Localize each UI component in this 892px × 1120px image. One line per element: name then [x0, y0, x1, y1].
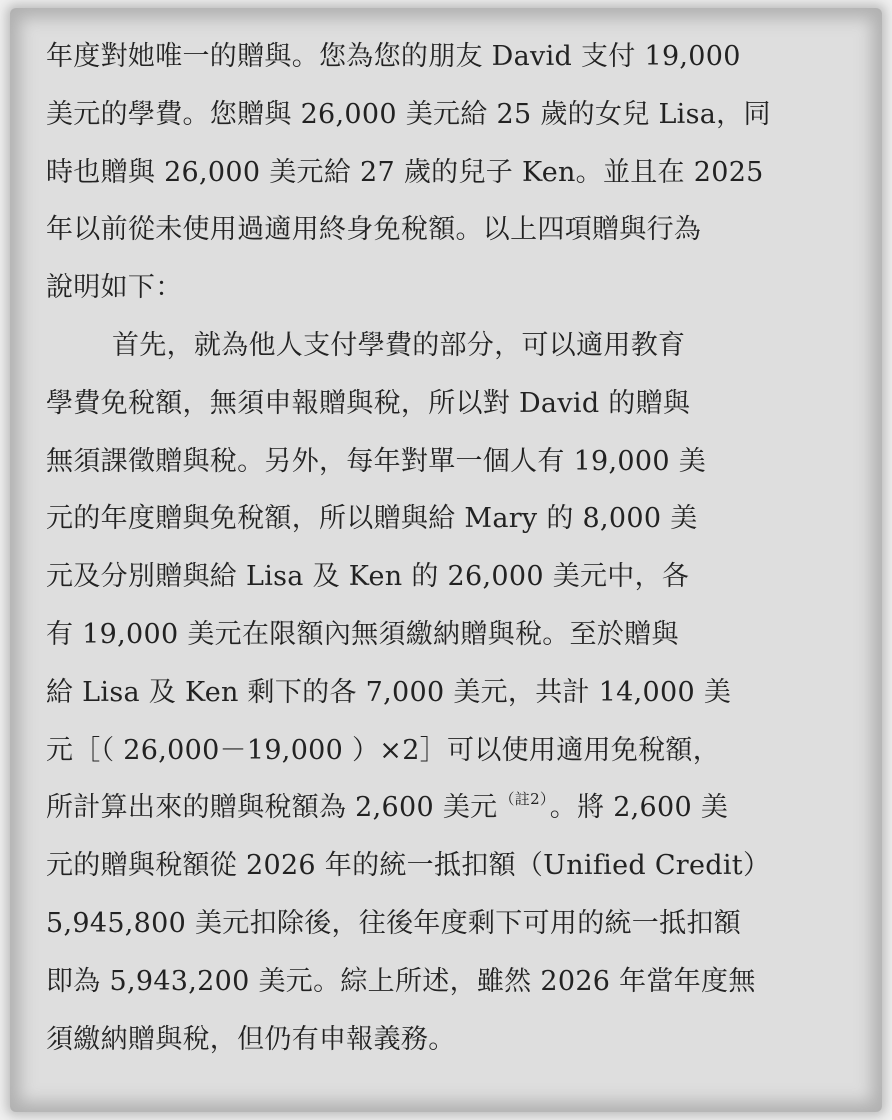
text-line: 無須課徵贈與稅。另外，每年對單一個人有 19,000 美	[46, 445, 707, 477]
text-line: 5,945,800 美元扣除後，往後年度剩下可用的統一抵扣額	[46, 907, 741, 939]
text-line: 有 19,000 美元在限額內無須繳納贈與稅。至於贈與	[46, 618, 679, 650]
text-line: 年以前從未使用過適用終身免稅額。以上四項贈與行為	[46, 214, 702, 246]
text-line: 首先，就為他人支付學費的部分，可以適用教育	[112, 329, 686, 361]
text-line: 說明如下：	[46, 272, 183, 304]
text-line: 時也贈與 26,000 美元給 27 歲的兒子 Ken。並且在 2025	[46, 156, 764, 188]
text-line: 給 Lisa 及 Ken 剩下的各 7,000 美元，共計 14,000 美	[46, 676, 732, 708]
text-line: 美元的學費。您贈與 26,000 美元給 25 歲的女兒 Lisa，同	[46, 98, 771, 130]
text-line: 即為 5,943,200 美元。綜上所述，雖然 2026 年當年度無	[46, 965, 756, 997]
text-line: 學費免稅額，無須申報贈與稅，所以對 David 的贈與	[46, 387, 691, 419]
text-line: 元的年度贈與免稅額，所以贈與給 Mary 的 8,000 美	[46, 503, 698, 535]
text-line: 須繳納贈與稅，但仍有申報義務。	[46, 1023, 456, 1055]
document-body	[46, 28, 868, 1068]
text-segment: 所計算出來的贈與稅額為 2,600 美元	[46, 792, 498, 824]
text-panel	[10, 8, 882, 1112]
text-segment: 。將 2,600 美	[549, 792, 729, 824]
text-line: 元［（ 26,000－19,000 ）×2］可以使用適用免稅額，	[46, 734, 721, 766]
footnote-reference[interactable]: （註2）	[499, 790, 548, 809]
text-line: 年度對她唯一的贈與。您為您的朋友 David 支付 19,000	[46, 41, 741, 72]
text-line-with-note	[46, 779, 868, 837]
text-line: 元的贈與稅額從 2026 年的統一抵扣額（Unified Credit）	[46, 850, 771, 882]
text-line: 元及分別贈與給 Lisa 及 Ken 的 26,000 美元中，各	[46, 561, 690, 593]
